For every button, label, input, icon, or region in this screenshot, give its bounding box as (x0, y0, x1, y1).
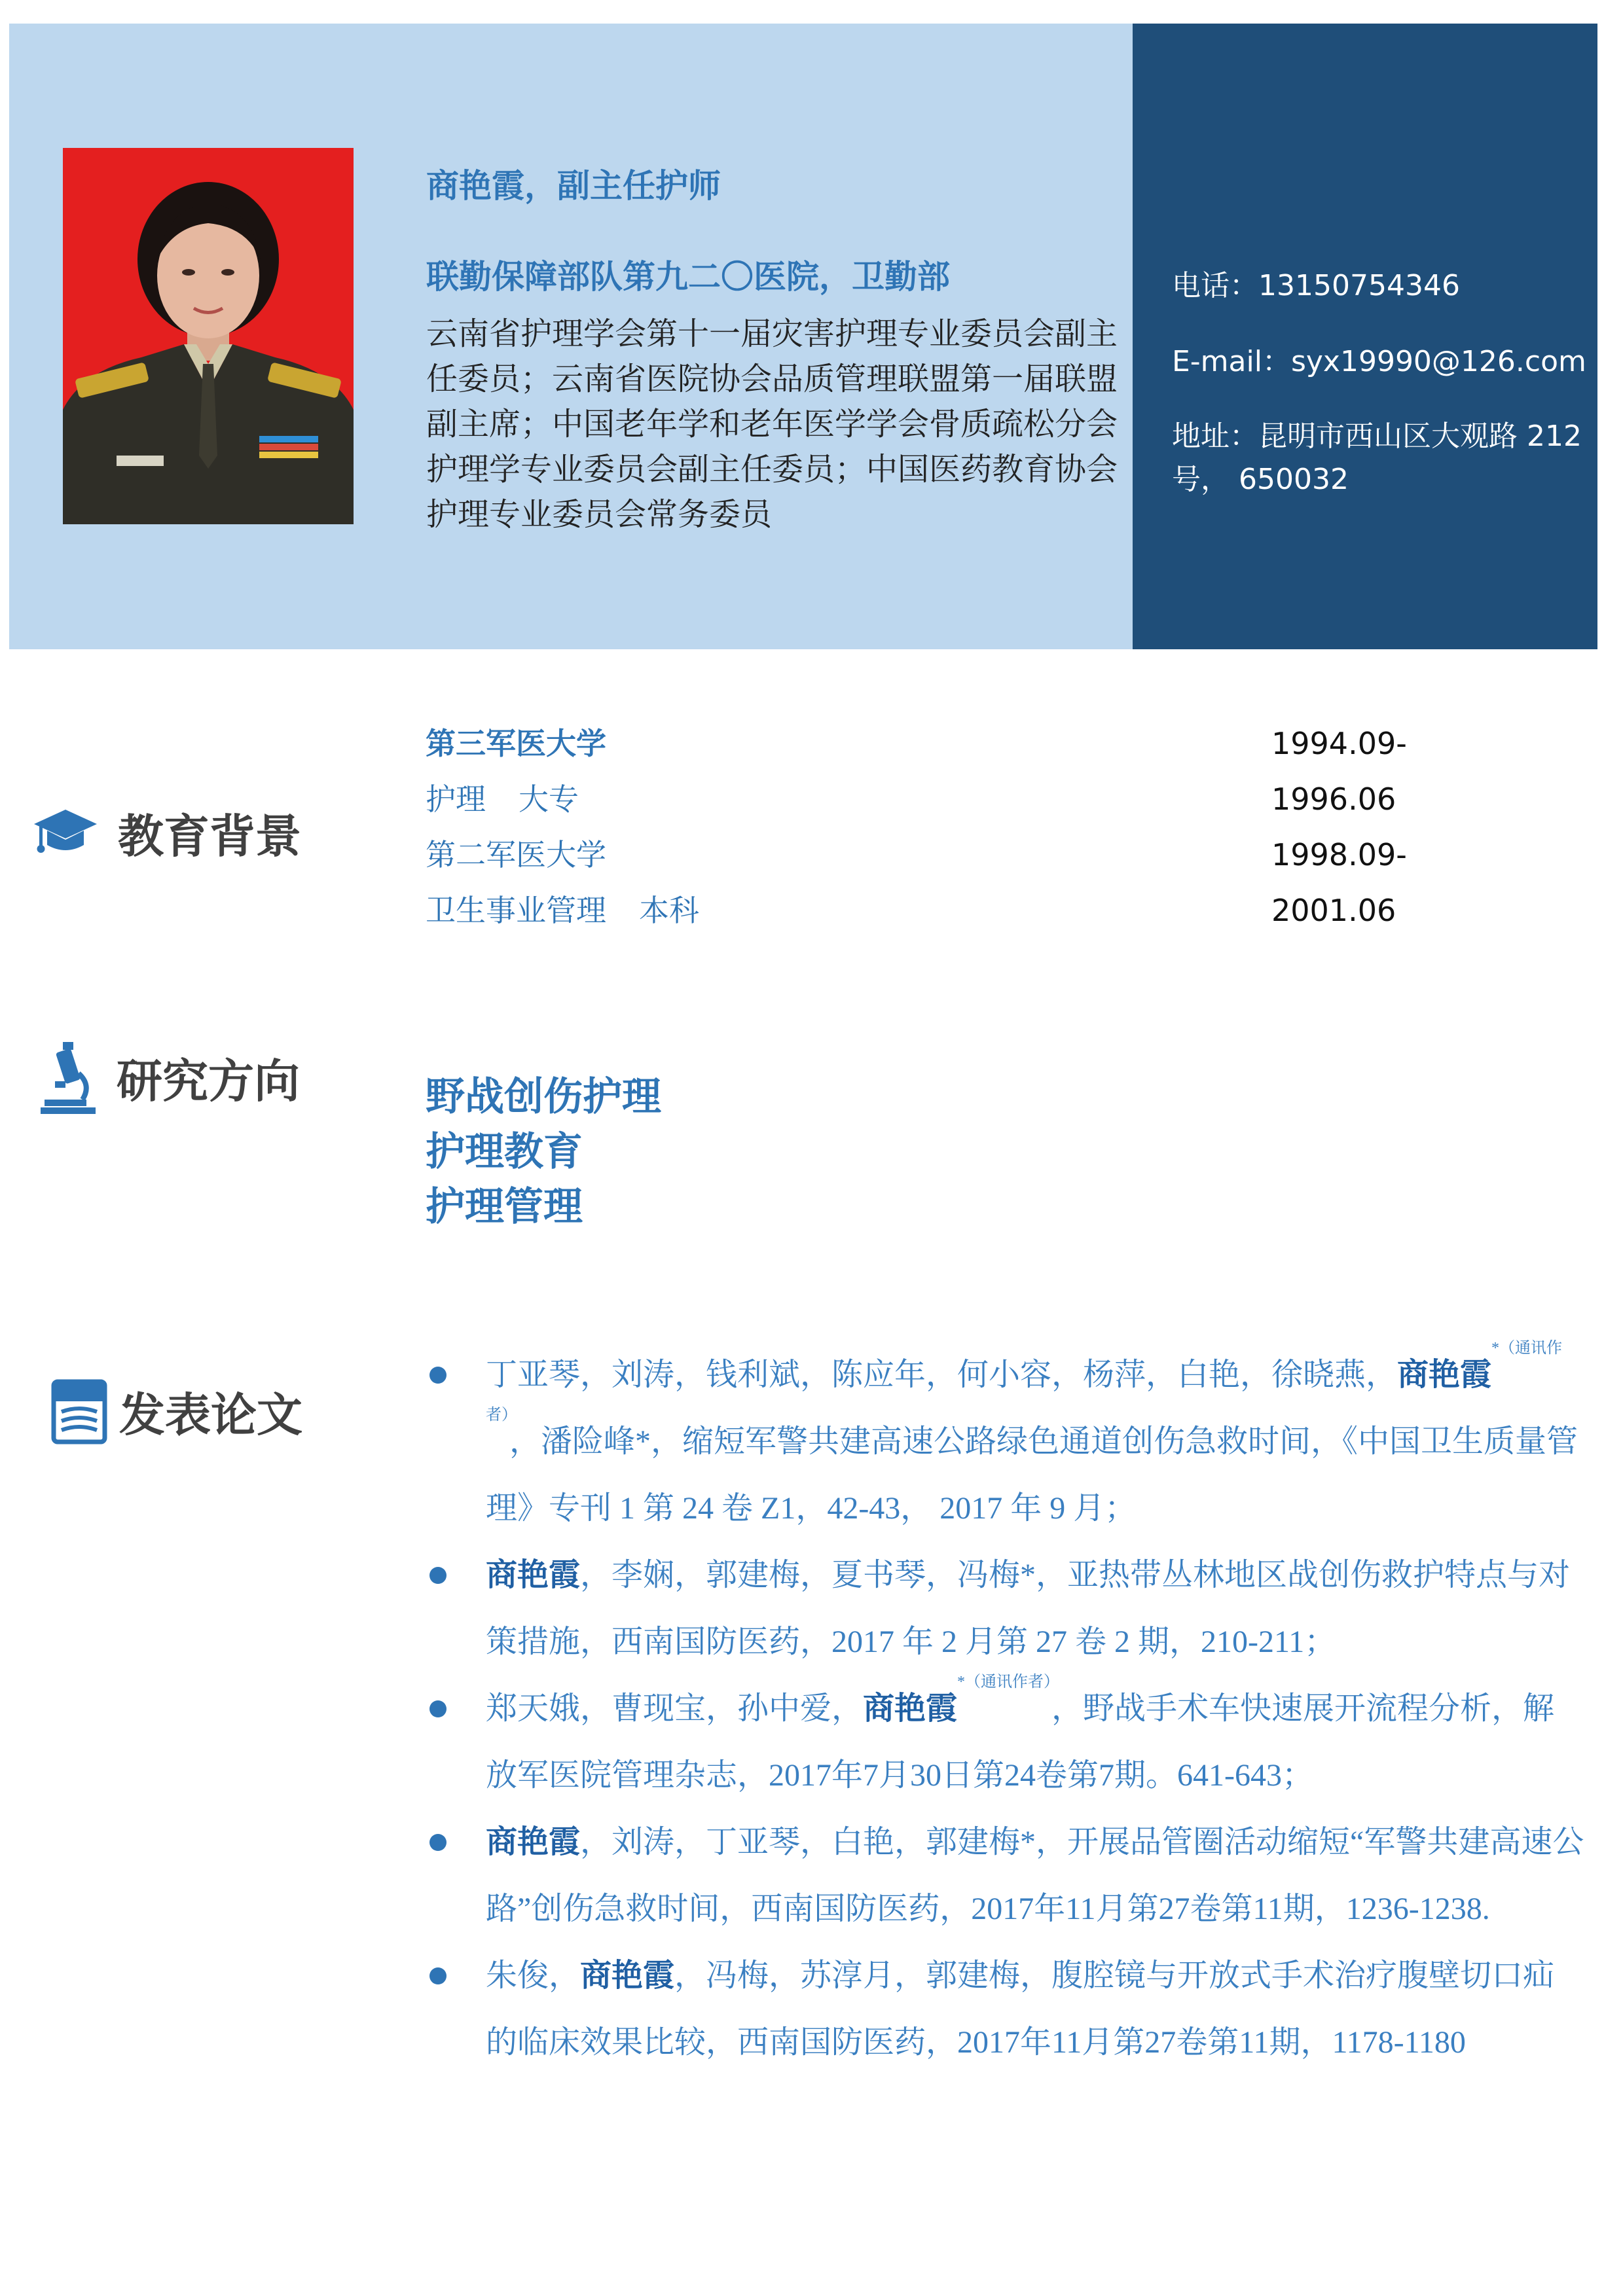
bullet-icon (429, 1834, 447, 1851)
email-label: E-mail： (1172, 345, 1291, 378)
education-period: 1998.09-2001.06 (1271, 837, 1407, 928)
publication-details: ，刘涛，丁亚琴，白艳，郭建梅*，开展品管圈活动缩短“军警共建高速公路”创伤急救时间，西南国防医药，2017年11月第27卷第11期，1236-1238. (486, 1825, 1584, 1926)
publication-details: ，野战手术车快速展开流程分析，解放军医院管理杂志，2017年7月30日第24卷第7期。641-643； (486, 1691, 1555, 1793)
bullet-icon (429, 1700, 447, 1717)
education-degree: 本科 (639, 893, 699, 928)
address-value: 昆明市西山区大观路 212 号， 650032 (1172, 420, 1582, 496)
publications-heading (51, 1378, 302, 1444)
research-item: 护理教育 (426, 1129, 583, 1175)
education-title: 教育背景 (118, 810, 301, 863)
publication-item (426, 1676, 1584, 1809)
research-list (426, 1069, 661, 1234)
bullet-icon (429, 1567, 447, 1584)
microscope-icon (41, 1039, 96, 1115)
publication-item (426, 1342, 1584, 1542)
publication-highlight-author: 商艳霞 (1397, 1357, 1492, 1392)
publication-item (426, 1943, 1584, 2076)
publication-details: ，潘险峰*，缩短军警共建高速公路绿色通道创伤急救时间，《中国卫生质量管理》专刊 1 第 24 卷 Z1，42-43， 2017 年 9 月； (486, 1424, 1578, 1526)
research-title: 研究方向 (117, 1054, 300, 1108)
bio-text: 云南省护理学会第十一届灾害护理专业委员会副主任委员；云南省医院协会品质管理联盟第一届联盟副主席；中国老年学和老年医学学会骨质疏松分会护理学专业委员会副主任委员；中国医药教育协会护理专业委员会常务委员 (426, 315, 1118, 533)
publications-list (426, 1342, 1584, 2076)
publication-details: ，冯梅，苏淳月，郭建梅，腹腔镜与开放式手术治疗腹壁切口疝的临床效果比较，西南国防医药，2017年11月第27卷第11期，1178-1180 (486, 1958, 1555, 2060)
research-item: 护理管理 (426, 1184, 583, 1230)
education-school: 第二军医大学 (426, 837, 606, 872)
education-heading (33, 800, 301, 866)
publication-authors: 丁亚琴，刘涛，钱利斌，陈应年，何小容，杨萍，白艳，徐晓燕， (486, 1357, 1398, 1392)
education-period: 1994.09-1996.06 (1271, 726, 1407, 817)
email-row (1172, 340, 1591, 384)
bullet-icon (429, 1367, 447, 1384)
publication-highlight-author: 商艳霞 (486, 1825, 581, 1859)
education-major-row (426, 772, 1506, 827)
phone-row (1172, 264, 1591, 308)
phone-label: 电话： (1172, 269, 1258, 302)
education-list (426, 716, 1506, 939)
publication-highlight-author: 商艳霞 (486, 1558, 581, 1592)
publication-authors: 朱俊， (486, 1958, 581, 1993)
address-label: 地址： (1172, 420, 1258, 453)
publication-item (426, 1809, 1584, 1943)
research-item: 野战创伤护理 (426, 1074, 661, 1120)
contact-info (1172, 264, 1591, 534)
publication-highlight-author: 商艳霞 (863, 1691, 958, 1726)
corresponding-author-mark: *（通讯作者） (957, 1674, 1052, 1691)
organization: 联勤保障部队第九二〇医院，卫勤部 (426, 258, 950, 296)
profile-photo (63, 148, 354, 524)
document-icon (51, 1379, 107, 1444)
research-heading (41, 1039, 300, 1115)
education-major: 护理 (426, 781, 486, 817)
bullet-icon (429, 1967, 447, 1984)
publication-highlight-author: 商艳霞 (580, 1958, 675, 1993)
publication-details: ，李娴，郭建梅，夏书琴，冯梅*，亚热带丛林地区战创伤救护特点与对策措施，西南国防医药，2017 年 2 月第 27 卷 2 期，210-211； (486, 1558, 1571, 1659)
address-row (1172, 415, 1591, 501)
publications-title: 发表论文 (119, 1388, 302, 1442)
education-major: 卫生事业管理 (426, 893, 606, 928)
publication-item (426, 1542, 1584, 1676)
publication-authors: 郑天娥，曹现宝，孙中爱， (486, 1691, 864, 1726)
phone-value: 13150754346 (1258, 269, 1460, 302)
name-title: 商艳霞，副主任护师 (426, 167, 721, 205)
education-major-row (426, 883, 1506, 939)
graduation-cap-icon (33, 807, 98, 859)
education-degree: 大专 (519, 781, 579, 817)
education-school: 第三军医大学 (426, 726, 606, 761)
corresponding-author-mark: *（通讯作者） (486, 1340, 1563, 1424)
email-value: syx19990@126.com (1290, 345, 1586, 378)
